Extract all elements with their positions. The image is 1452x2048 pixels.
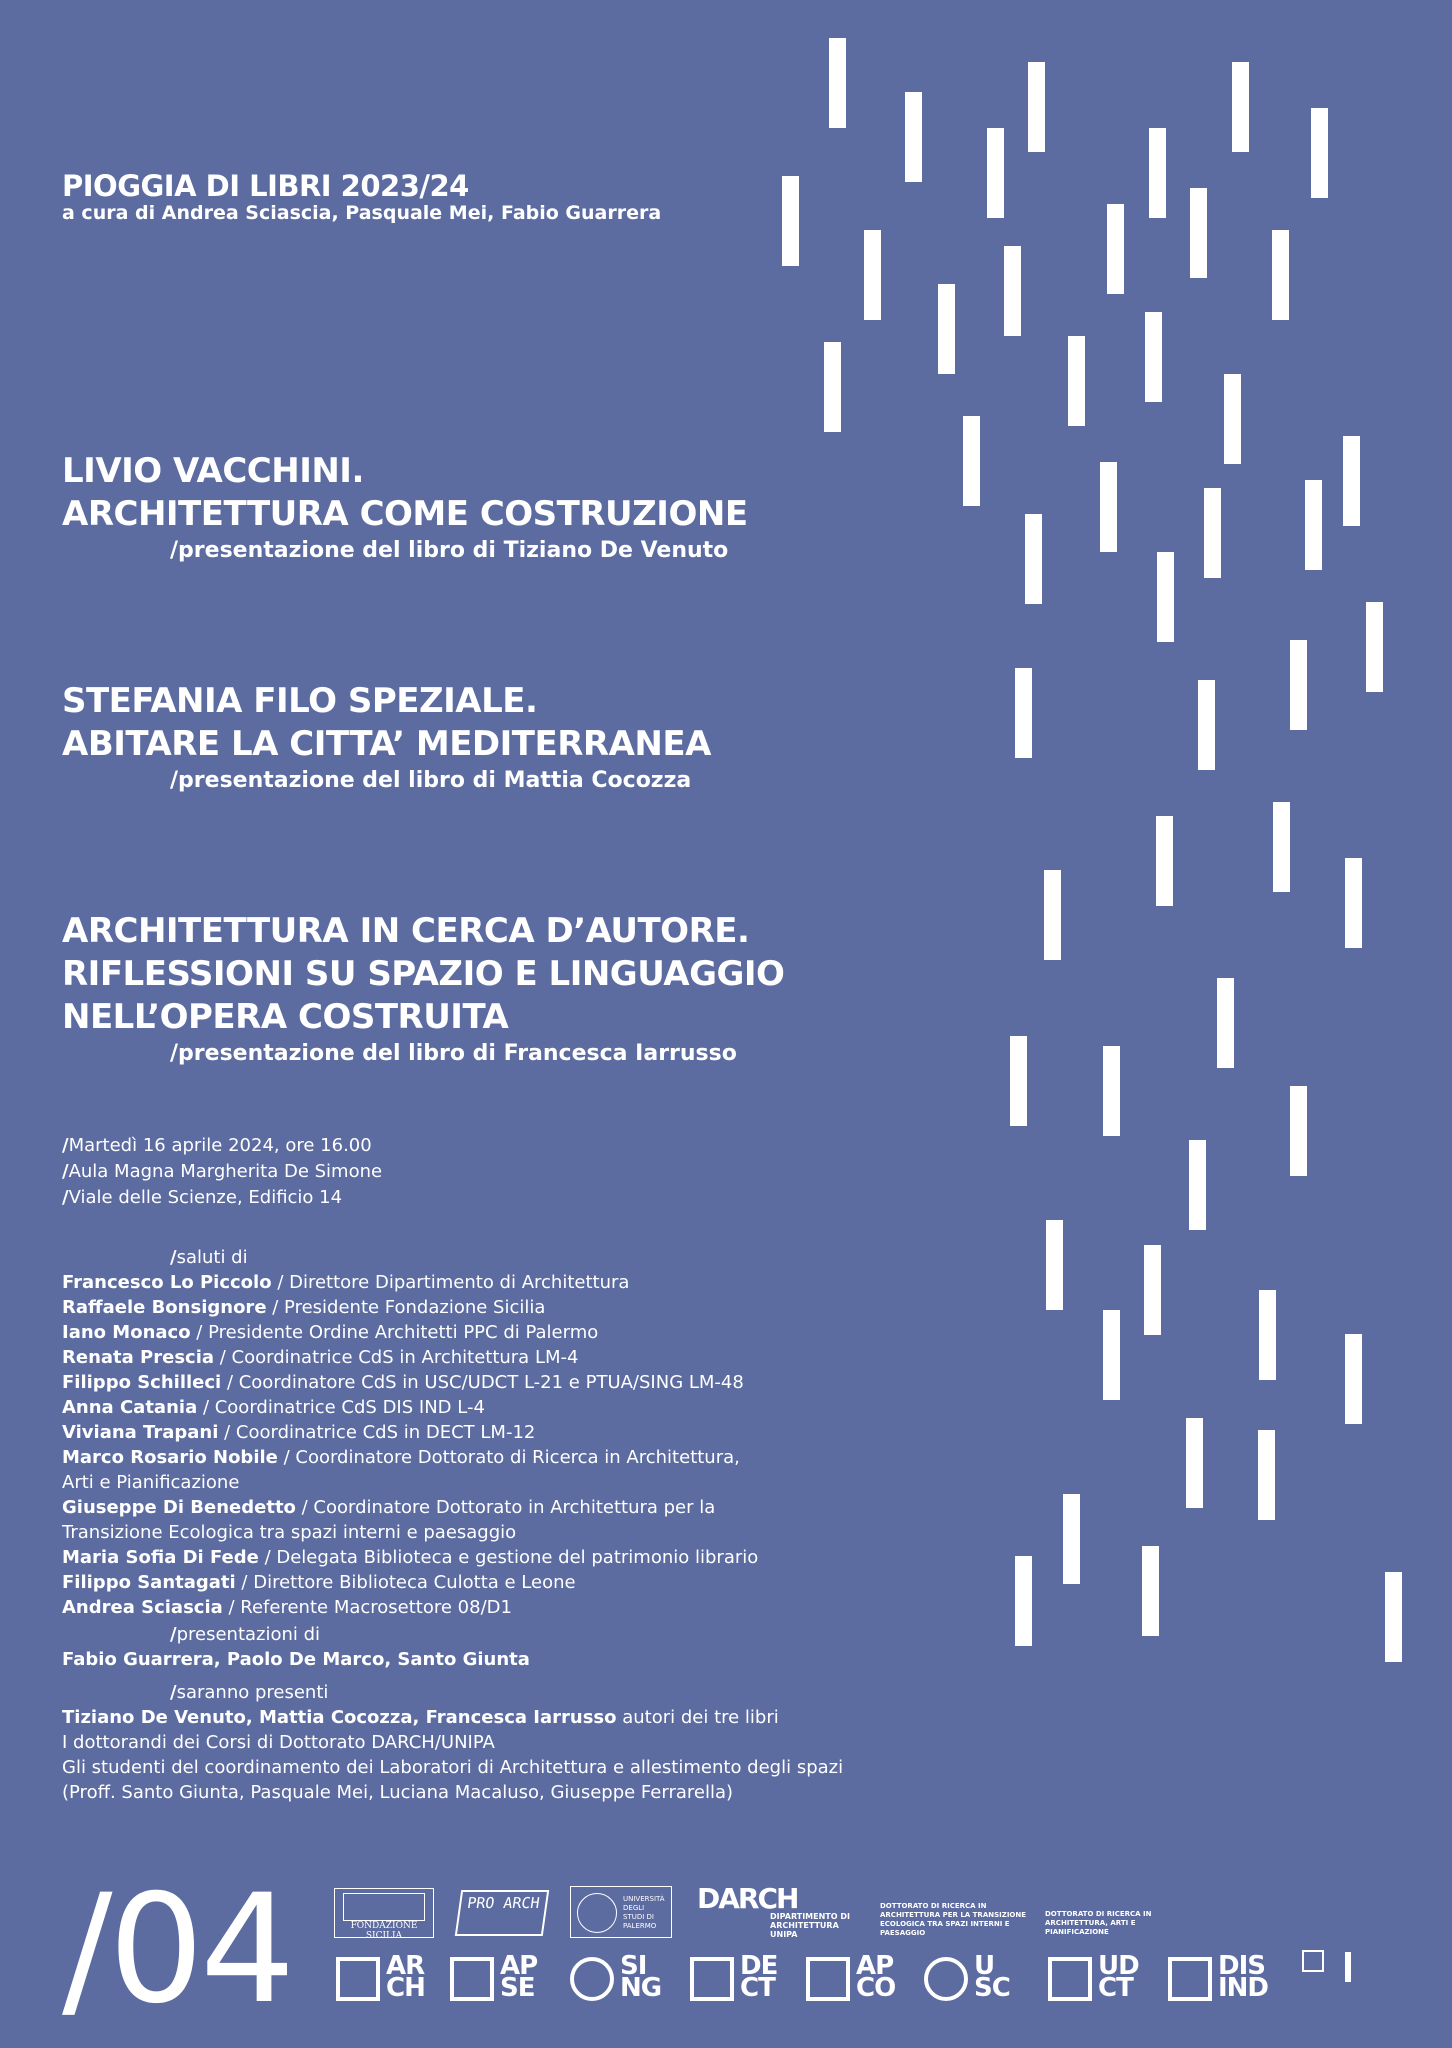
book-1-title: LIVIO VACCHINI. ARCHITETTURA COME COSTRUZIONE — [62, 451, 748, 534]
greeting-row — [62, 1495, 758, 1520]
greetings-list — [62, 1270, 758, 1620]
greeting-role: / Coordinatore CdS in USC/UDCT L-21 e PTUA/SING LM-48 — [221, 1372, 744, 1393]
rain-bar — [1311, 108, 1328, 198]
slash-mark: / — [170, 1041, 179, 1066]
rain-bar — [1025, 514, 1042, 604]
rain-bar — [1046, 1220, 1063, 1310]
greeting-row — [62, 1595, 758, 1620]
present-line-2: I dottorandi dei Corsi di Dottorato DARCH/UNIPA — [62, 1732, 495, 1753]
greeting-name: Iano Monaco — [62, 1322, 191, 1343]
rain-bar — [1044, 870, 1061, 960]
rain-bar — [829, 38, 846, 128]
greeting-row — [62, 1445, 758, 1470]
greetings-section: /saluti di Francesco Lo Piccolo / Direttore Dipartimento di Architettura Raffaele Bonsignore / Presidente Fondazione Sicilia Iano Monaco / Presidente Ordine Architetti PPC di Palermo Renata Prescia / Coordinatrice CdS in Architettura LM-4 Filippo Schilleci / Coordinatore CdS in USC/UDCT L-21 e PTUA/SING LM-48 Anna Catania / Coordinatrice CdS DIS IND L-4 Viviana Trapani / Coordinatrice CdS in DECT LM-12 Marco Rosario Nobile / Coordinatore Dottorato di Ricerca in Architettura, Arti e Pianificazione Giuseppe Di Benedetto / Coordinatore Dottorato in Architettura per la Transizione Ecologica tra spazi interni e paesaggio Maria Sofia Di Fede / Delegata Biblioteca e gestione del patrimonio librario Filippo Santagati / Direttore Biblioteca Culotta e Leone Andrea Sciascia / Referente Macrosettore 08/D1 — [62, 1247, 759, 1618]
present-section: /saranno presenti Tiziano De Venuto, Mattia Cocozza, Francesca Iarrusso autori dei tre libri I dottorandi dei Corsi di Dottorato DARCH/UNIPA Gli studenti del coordinamento dei Laboratori di Architettura e allestimento degli spazi (Proff. Santo Giunta, Pasquale Mei, Luciana Macaluso, Giuseppe Ferrarella) — [62, 1682, 844, 1803]
greeting-name: Viviana Trapani — [62, 1422, 219, 1443]
slash-mark: / — [170, 768, 179, 793]
greeting-role: / Delegata Biblioteca e gestione del patrimonio librario — [258, 1547, 759, 1568]
rain-bar — [1305, 480, 1322, 570]
greeting-row — [62, 1420, 758, 1445]
greeting-role: / Coordinatrice CdS in DECT LM-12 — [218, 1422, 536, 1443]
rain-bar — [1004, 246, 1021, 336]
book-2 — [62, 680, 711, 796]
course-label: UD CT — [1098, 1951, 1139, 2003]
rain-bar — [1100, 462, 1117, 552]
book-3-title: ARCHITETTURA IN CERCA D’AUTORE. RIFLESSIONI SU SPAZIO E LINGUAGGIO NELL’OPERA COSTRUITA — [62, 911, 785, 1037]
greeting-role: / Referente Macrosettore 08/D1 — [222, 1597, 512, 1618]
rain-bar — [1345, 1334, 1362, 1424]
rain-bar — [1290, 1086, 1307, 1176]
rain-bar — [1290, 640, 1307, 730]
greeting-row — [62, 1545, 758, 1570]
rain-bar — [1010, 1036, 1027, 1126]
rain-bar — [1259, 1290, 1276, 1380]
greeting-name: Filippo Schilleci — [62, 1372, 222, 1393]
book-3 — [62, 910, 784, 1069]
present-line-3: Gli studenti del coordinamento dei Laboratori di Architettura e allestimento degli spazi — [62, 1757, 844, 1778]
darch-text: DIPARTIMENTO DI ARCHITETTURA UNIPA — [770, 1912, 850, 1939]
slash-mark: / — [170, 538, 179, 563]
rain-bar — [1189, 1140, 1206, 1230]
phd-architecture-arts: DOTTORATO DI RICERCA IN ARCHITETTURA, ARTI E PIANIFICAZIONE — [1045, 1910, 1152, 1936]
phd-ecological-transition: DOTTORATO DI RICERCA IN ARCHITETTURA PER LA TRANSIZIONE ECOLOGICA TRA SPAZI INTERNI E PAESAGGIO — [880, 1902, 1027, 1937]
rain-bar — [1385, 1572, 1402, 1662]
greeting-name: Filippo Santagati — [62, 1572, 236, 1593]
proarch-logo: PRO ARCH — [455, 1890, 549, 1936]
course-icon — [450, 1957, 494, 2001]
rain-bar — [1063, 1494, 1080, 1584]
book-3-subtitle: presentazione del libro di Francesca Iarrusso — [178, 1041, 737, 1066]
rain-bar — [1232, 62, 1249, 152]
authors-suffix: autori dei tre libri — [616, 1707, 779, 1728]
greeting-name: Francesco Lo Piccolo — [62, 1272, 272, 1293]
greeting-role: / Direttore Biblioteca Culotta e Leone — [235, 1572, 576, 1593]
course-label: DIS IND — [1218, 1951, 1269, 2003]
book-1-subtitle: presentazione del libro di Tiziano De Venuto — [178, 538, 729, 563]
rain-bar — [938, 284, 955, 374]
presenters: Fabio Guarrera, Paolo De Marco, Santo Giunta — [62, 1649, 530, 1670]
rain-bar — [1345, 858, 1362, 948]
rain-bar — [1103, 1310, 1120, 1400]
event-date: Martedì 16 aprile 2024, ore 16.00 — [68, 1135, 372, 1156]
course-icon — [924, 1957, 968, 2001]
greeting-role: / Coordinatore Dottorato in Architettura per la — [295, 1497, 716, 1518]
course-label: SI NG — [620, 1951, 662, 2003]
rain-bar — [1149, 128, 1166, 218]
event-address: Viale delle Scienze, Edificio 14 — [68, 1187, 343, 1208]
rain-bar — [905, 92, 922, 182]
greetings-heading: saluti di — [176, 1247, 248, 1268]
greeting-role: / Presidente Ordine Architetti PPC di Palermo — [190, 1322, 599, 1343]
fondazione-sicilia-logo: FONDAZIONE SICILIA — [334, 1888, 434, 1938]
rain-bar — [1068, 336, 1085, 426]
rain-bar — [1272, 230, 1289, 320]
present-line-4: (Proff. Santo Giunta, Pasquale Mei, Luciana Macaluso, Giuseppe Ferrarella) — [62, 1782, 734, 1803]
series-title: PIOGGIA DI LIBRI 2023/24 — [62, 169, 469, 203]
unipa-logo: UNIVERSITÀ DEGLI STUDI DI PALERMO — [570, 1886, 672, 1938]
course-label: AP SE — [500, 1951, 538, 2003]
greeting-row — [62, 1395, 758, 1420]
rain-bar — [1156, 816, 1173, 906]
rain-bar — [1343, 436, 1360, 526]
greeting-name: Anna Catania — [62, 1397, 198, 1418]
series-curators: a cura di Andrea Sciascia, Pasquale Mei, Fabio Guarrera — [62, 202, 662, 224]
rain-bar — [782, 176, 799, 266]
course-label: U SC — [974, 1951, 1010, 2003]
rain-bar — [1142, 1546, 1159, 1636]
greeting-role-cont: Transizione Ecologica tra spazi interni e paesaggio — [62, 1522, 517, 1543]
greeting-row — [62, 1270, 758, 1295]
greeting-role: / Coordinatrice CdS in Architettura LM-4 — [214, 1347, 579, 1368]
event-info: /Martedì 16 aprile 2024, ore 16.00 /Aula Magna Margherita De Simone /Viale delle Scienze, Edificio 14 — [62, 1135, 383, 1208]
greeting-row — [62, 1320, 758, 1345]
foundation-small-logo — [1345, 1952, 1377, 1990]
course-label: DE CT — [740, 1951, 778, 2003]
course-label: AR CH — [386, 1951, 425, 2003]
course-label: AP CO — [856, 1951, 896, 2003]
course-icon — [1048, 1957, 1092, 2001]
greeting-name: Raffaele Bonsignore — [62, 1297, 267, 1318]
greeting-role: / Coordinatrice CdS DIS IND L-4 — [197, 1397, 485, 1418]
rain-bar — [1015, 1556, 1032, 1646]
rain-bar — [987, 128, 1004, 218]
small-sponsor-logo — [1302, 1950, 1332, 1990]
course-icon — [806, 1957, 850, 2001]
greeting-name: Marco Rosario Nobile — [62, 1447, 278, 1468]
rain-bar — [1144, 1245, 1161, 1335]
rain-bar — [1258, 1430, 1275, 1520]
rain-bar — [1366, 602, 1383, 692]
rain-bar — [1198, 680, 1215, 770]
event-number: /04 — [62, 1863, 292, 2037]
book-2-title: STEFANIA FILO SPEZIALE. ABITARE LA CITTA’ MEDITERRANEA — [62, 681, 711, 764]
authors: Tiziano De Venuto, Mattia Cocozza, Francesca Iarrusso — [62, 1707, 617, 1728]
course-icon — [1168, 1957, 1212, 2001]
greeting-role-cont: Arti e Pianificazione — [62, 1472, 240, 1493]
rain-bar — [963, 416, 980, 506]
greeting-row — [62, 1295, 758, 1320]
present-heading: saranno presenti — [176, 1682, 329, 1703]
greeting-name: Giuseppe Di Benedetto — [62, 1497, 296, 1518]
rain-bar — [1028, 62, 1045, 152]
rain-bar — [1190, 188, 1207, 278]
book-1 — [62, 450, 748, 566]
rain-bar — [1224, 374, 1241, 464]
greeting-name: Andrea Sciascia — [62, 1597, 223, 1618]
rain-bar — [1273, 802, 1290, 892]
rain-bar — [1186, 1418, 1203, 1508]
presentations-section: /presentazioni di Fabio Guarrera, Paolo De Marco, Santo Giunta — [62, 1624, 530, 1670]
presentations-heading: presentazioni di — [176, 1624, 321, 1645]
greeting-row — [62, 1345, 758, 1370]
course-icon — [690, 1957, 734, 2001]
greeting-role: / Coordinatore Dottorato di Ricerca in Architettura, — [277, 1447, 740, 1468]
rain-bar — [864, 230, 881, 320]
event-room: Aula Magna Margherita De Simone — [68, 1161, 383, 1182]
greeting-row — [62, 1370, 758, 1395]
course-icon — [336, 1957, 380, 2001]
greeting-name: Renata Prescia — [62, 1347, 215, 1368]
rain-bar — [1145, 312, 1162, 402]
greeting-role: / Direttore Dipartimento di Architettura — [271, 1272, 630, 1293]
rain-bar — [1204, 488, 1221, 578]
darch-mark: DARCH — [697, 1882, 798, 1915]
course-icon — [570, 1957, 614, 2001]
greeting-row — [62, 1570, 758, 1595]
rain-bar — [1107, 204, 1124, 294]
greeting-name: Maria Sofia Di Fede — [62, 1547, 259, 1568]
rain-bar — [824, 342, 841, 432]
rain-bar — [1103, 1046, 1120, 1136]
book-2-subtitle: presentazione del libro di Mattia Cocozza — [178, 768, 692, 793]
rain-bar — [1217, 978, 1234, 1068]
rain-bar — [1157, 552, 1174, 642]
rain-bar — [1015, 668, 1032, 758]
greeting-role: / Presidente Fondazione Sicilia — [266, 1297, 546, 1318]
